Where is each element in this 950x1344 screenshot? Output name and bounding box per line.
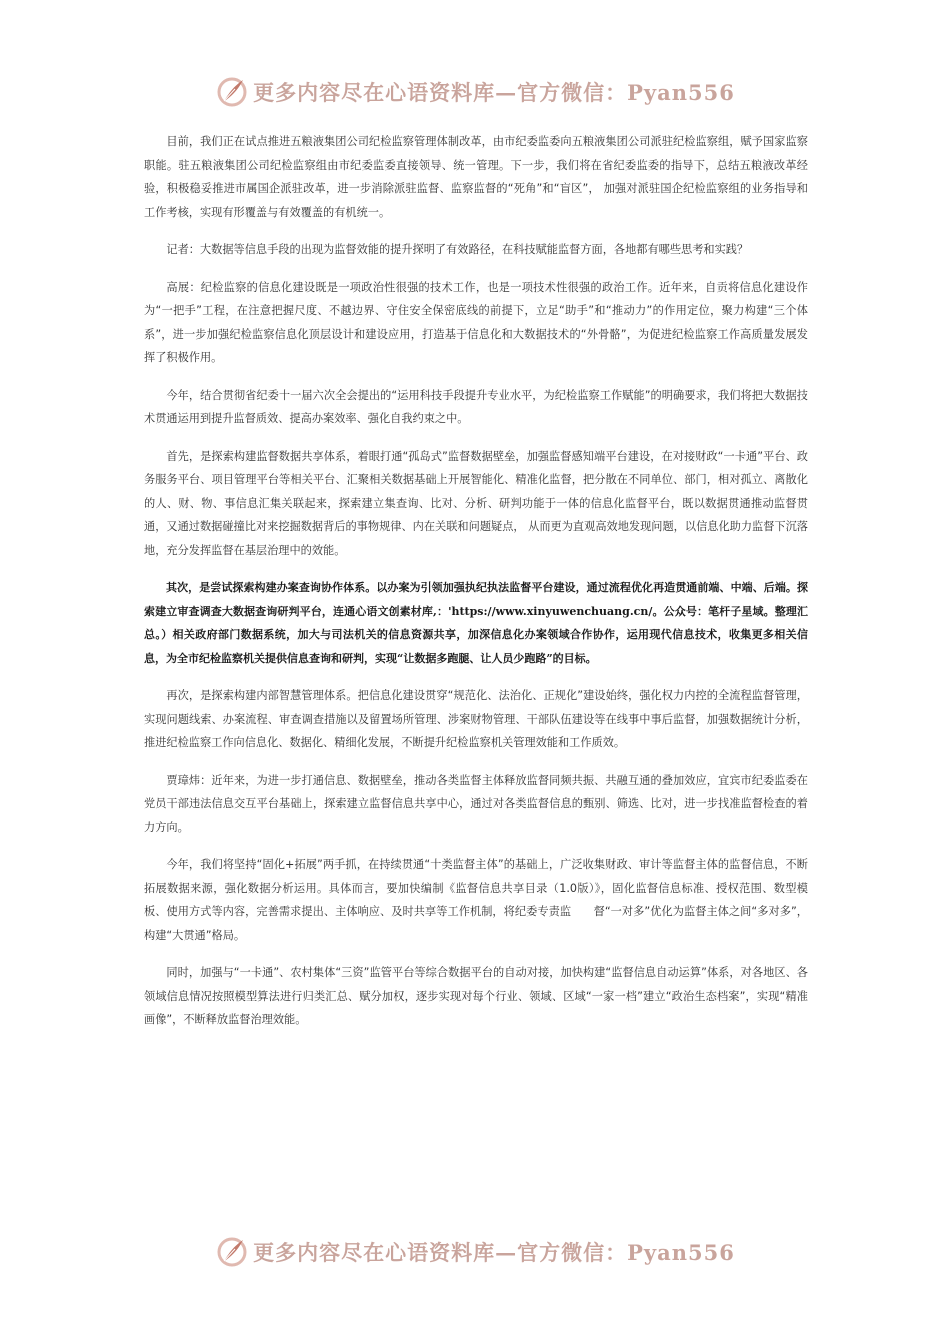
paragraph-9: 今年，我们将坚持“固化+拓展”两手抓，在持续贯通“十类监督主体”的基础上，广泛收集财政、审计等监督主体的监督信息，不断拓展数据来源，强化数据分析运用。具体而言，要加快编制《监督信息共享目录（1.0版）》，固化监督信息标准、授权范围、数型模板、使用方式等内容，完善需求提出、主体响应、及时共享等工作机制，将纪委专责监 督“一对多”优化为监督主体之间“多对多”，构建“大贯通”格局。 (144, 858, 808, 942)
paragraph-7: 再次，是探索构建内部智慧管理体系。把信息化建设贯穿“规范化、法治化、正规化”建设始终，强化权力内控的全流程监督管理，实现问题线索、办案流程、审查调查措施以及留置场所管理、涉案财物管理、干部队伍建设等在线事中事后监督，加强数据统计分析，推进纪检监察工作向信息化、数据化、精细化发展，不断提升纪检监察机关管理效能和工作质效。 (144, 689, 808, 749)
paragraph-5: 首先，是探索构建监督数据共享体系，着眼打通“孤岛式”监督数据壁垒，加强监督感知端平台建设，在对接财政“一卡通”平台、政务服务平台、项目管理平台等相关平台、汇聚相关数据基础上开展智能化、精准化监督，把分散在不同单位、部门，相对孤立、离散化的人、财、物、事信息汇集关联起来，探索建立集查询、比对、分析、研判功能于一体的信息化监督平台，既以数据贯通推动监督贯通，又通过数据碰撞比对来挖掘数据背后的事物规律、内在关联和问题疑点， 从而更为直观高效地发现问题，以信息化助力监督下沉落地，充分发挥监督在基层治理中的效能。 (144, 449, 808, 557)
paragraph-3: 高展：纪检监察的信息化建设既是一项政治性很强的技术工作，也是一项技术性很强的政治工作。近年来，自贡将信息化建设作为“一把手”工程，在注意把握尺度、不越边界、守住安全保密底线的前提下，立足“助手”和“推动力”的作用定位，聚力构建“三个体系”，进一步加强纪检监察信息化顶层设计和建设应用，打造基于信息化和大数据技术的“外骨骼”，为促进纪检监察工作高质量发展发挥了积极作用。 (144, 280, 808, 364)
paragraph-6: 其次，是尝试探索构建办案查询协作体系。以办案为引领加强执纪执法监督平台建设，通过流程优化再造贯通前端、中端、后端。探索建立审查调查大数据查询研判平台，连通心语文创素材库,：'https://www.xinyuwenchuang.cn/。公众号：笔杆子星域。整理汇总。）相关政府部门数据系统，加大与司法机关的信息资源共享，加深信息化办案领域合作协作，运用现代信息技术，收集更多相关信息，为全市纪检监察机关提供信息查询和研判，实现“让数据多跑腿、让人员少跑路”的目标。 (144, 581, 808, 665)
header-watermark-banner (0, 72, 950, 112)
article-body (144, 130, 808, 1046)
paragraph-1: 目前，我们正在试点推进五粮液集团公司纪检监察管理体制改革，由市纪委监委向五粮液集团公司派驻纪检监察组，赋予国家监察职能。驻五粮液集团公司纪检监察组由市纪委监委直接领导、统一管理。下一步，我们将在省纪委监委的指导下，总结五粮液改革经验，积极稳妥推进市属国企派驻改革，进一步消除派驻监督、监察监督的“死角”和“盲区”， 加强对派驻国企纪检监察组的业务指导和工作考核，实现有形覆盖与有效覆盖的有机统一。 (144, 135, 808, 219)
footer-watermark-text: 更多内容尽在心语资料库—官方微信：Pyan556 (253, 1240, 735, 1265)
footer-watermark-banner (0, 1232, 950, 1272)
feather-pen-icon (215, 75, 249, 109)
paragraph-4: 今年，结合贯彻省纪委十一届六次全会提出的“运用科技手段提升专业水平，为纪检监察工作赋能”的明确要求，我们将把大数据技术贯通运用到提升监督质效、提高办案效率、强化自我约束之中。 (144, 388, 808, 425)
paragraph-10: 同时，加强与“一卡通”、农村集体“三资”监管平台等综合数据平台的自动对接，加快构建“监督信息自动运算”体系，对各地区、各领域信息情况按照模型算法进行归类汇总、赋分加权，逐步实现对每个行业、领域、区域“一家一档”建立“政治生态档案”，实现“精准画像”，不断释放监督治理效能。 (144, 966, 808, 1026)
feather-pen-icon (215, 1235, 249, 1269)
paragraph-2: 记者：大数据等信息手段的出现为监督效能的提升探明了有效路径，在科技赋能监督方面，各地都有哪些思考和实践？ (166, 243, 749, 256)
paragraph-8: 贾璋炜：近年来，为进一步打通信息、数据壁垒，推动各类监督主体释放监督同频共振、共融互通的叠加效应，宜宾市纪委监委在党员干部违法信息交互平台基础上，探索建立监督信息共享中心，通过对各类监督信息的甄别、筛选、比对，进一步找准监督检查的着力方向。 (144, 773, 808, 834)
header-watermark-text: 更多内容尽在心语资料库—官方微信：Pyan556 (253, 80, 735, 105)
